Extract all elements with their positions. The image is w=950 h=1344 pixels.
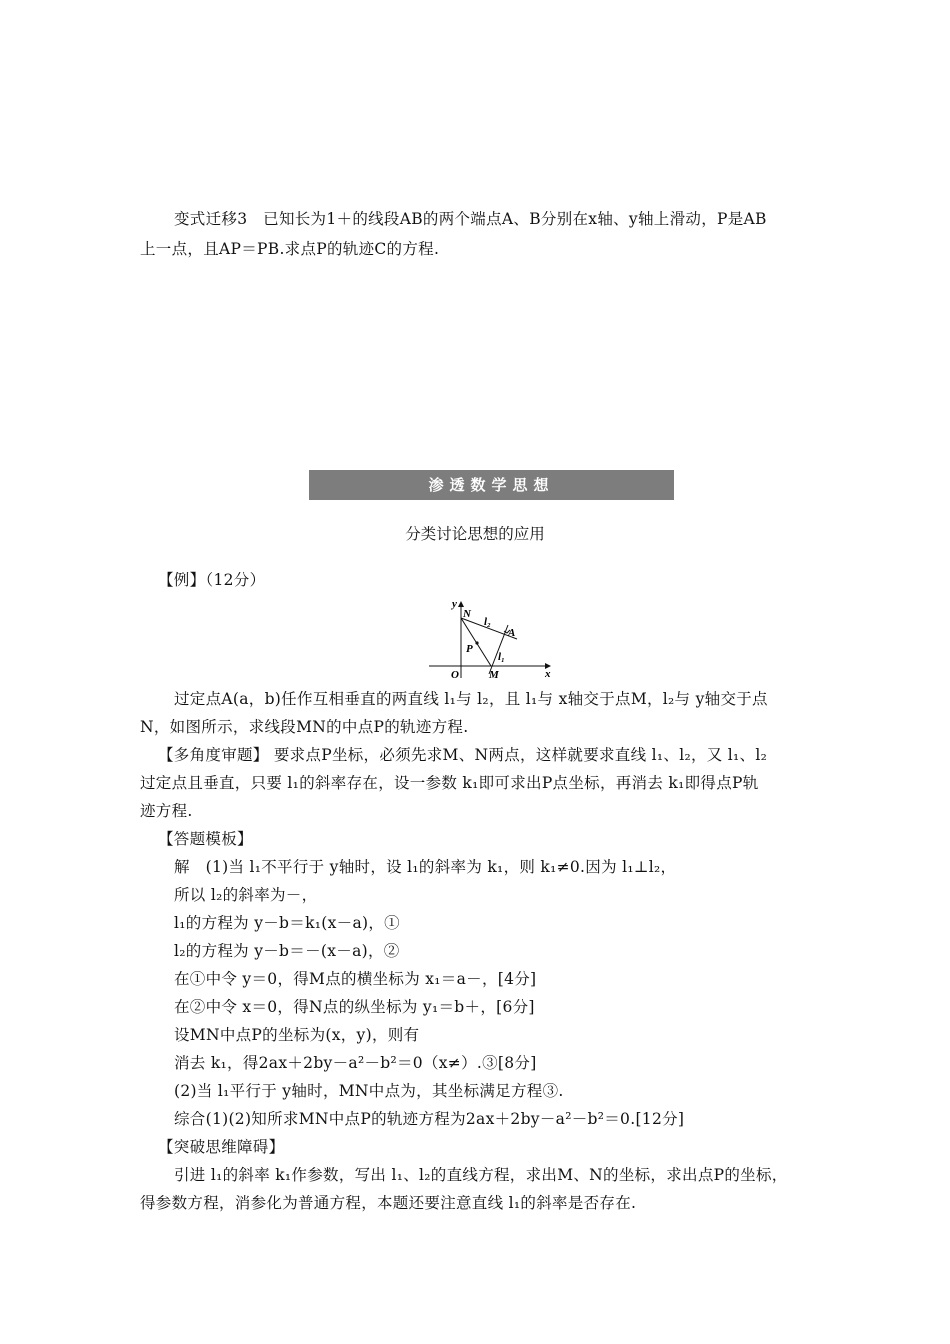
label-y: y [452, 598, 457, 610]
section-banner: 渗透数学思想 [309, 470, 674, 500]
solution-line: (2)当 l₁平行于 y轴时，MN中点为，其坐标满足方程③. [174, 1082, 564, 1100]
label-l1: l₁ [498, 651, 505, 663]
analysis-line-1: 【多角度审题】 要求点P坐标，必须先求M、N两点，这样就要求直线 l₁、l₂，又 l₁、l₂ [158, 746, 768, 764]
analysis-line-2: 过定点且垂直，只要 l₁的斜率存在，设一参数 k₁即可求出P点坐标，再消去 k₁即得点P轨 [140, 774, 759, 792]
problem-line-2: N，如图所示，求线段MN的中点P的轨迹方程. [140, 718, 469, 736]
label-p: P [466, 643, 473, 655]
solution-line: l₁的方程为 y－b＝k₁(x－a)，① [174, 914, 400, 932]
break-line-1: 引进 l₁的斜率 k₁作参数，写出 l₁、l₂的直线方程，求出M、N的坐标，求出点P的坐标， [174, 1166, 788, 1184]
label-l2: l₂ [484, 616, 491, 628]
exercise-line-2: 上一点，且AP＝PB.求点P的轨迹C的方程. [140, 240, 440, 258]
break-line-2: 得参数方程，消参化为普通方程，本题还要注意直线 l₁的斜率是否存在. [140, 1194, 637, 1212]
solution-line: 在①中令 y＝0，得M点的横坐标为 x₁＝a－，[4分] [174, 970, 537, 988]
label-x: x [545, 668, 551, 680]
template-heading: 【答题模板】 [158, 830, 253, 848]
y-axis-arrow [458, 601, 464, 607]
solution-line: 所以 l₂的斜率为－， [174, 886, 318, 904]
solution-line: 在②中令 x＝0，得N点的纵坐标为 y₁＝b＋，[6分] [174, 998, 535, 1016]
point-p [475, 641, 478, 644]
solution-line: 消去 k₁，得2ax＋2by－a²－b²＝0（x≠）.③[8分] [174, 1054, 537, 1072]
geometry-figure [425, 596, 560, 682]
label-m: M [489, 669, 499, 681]
problem-line-1: 过定点A(a，b)任作互相垂直的两直线 l₁与 l₂，且 l₁与 x轴交于点M，l₂与 y轴交于点 [174, 690, 768, 708]
label-o: O [451, 669, 459, 681]
solution-line: 解 (1)当 l₁不平行于 y轴时，设 l₁的斜率为 k₁，则 k₁≠0.因为 l₁⊥l₂， [174, 858, 677, 876]
solution-line: l₂的方程为 y－b＝－(x－a)，② [174, 942, 400, 960]
label-a: A [508, 627, 516, 639]
section-subtitle: 分类讨论思想的应用 [405, 525, 545, 543]
solution-line: 设MN中点P的坐标为(x，y)，则有 [174, 1026, 420, 1044]
exercise-line-1: 变式迁移3 已知长为1＋的线段AB的两个端点A、B分别在x轴、y轴上滑动，P是AB [174, 210, 767, 228]
example-heading: 【例】（12分） [158, 571, 266, 589]
label-n: N [463, 608, 471, 620]
analysis-line-3: 迹方程. [140, 802, 193, 820]
solution-line: 综合(1)(2)知所求MN中点P的轨迹方程为2ax＋2by－a²－b²＝0.[12分] [174, 1110, 685, 1128]
break-heading: 【突破思维障碍】 [158, 1138, 285, 1156]
